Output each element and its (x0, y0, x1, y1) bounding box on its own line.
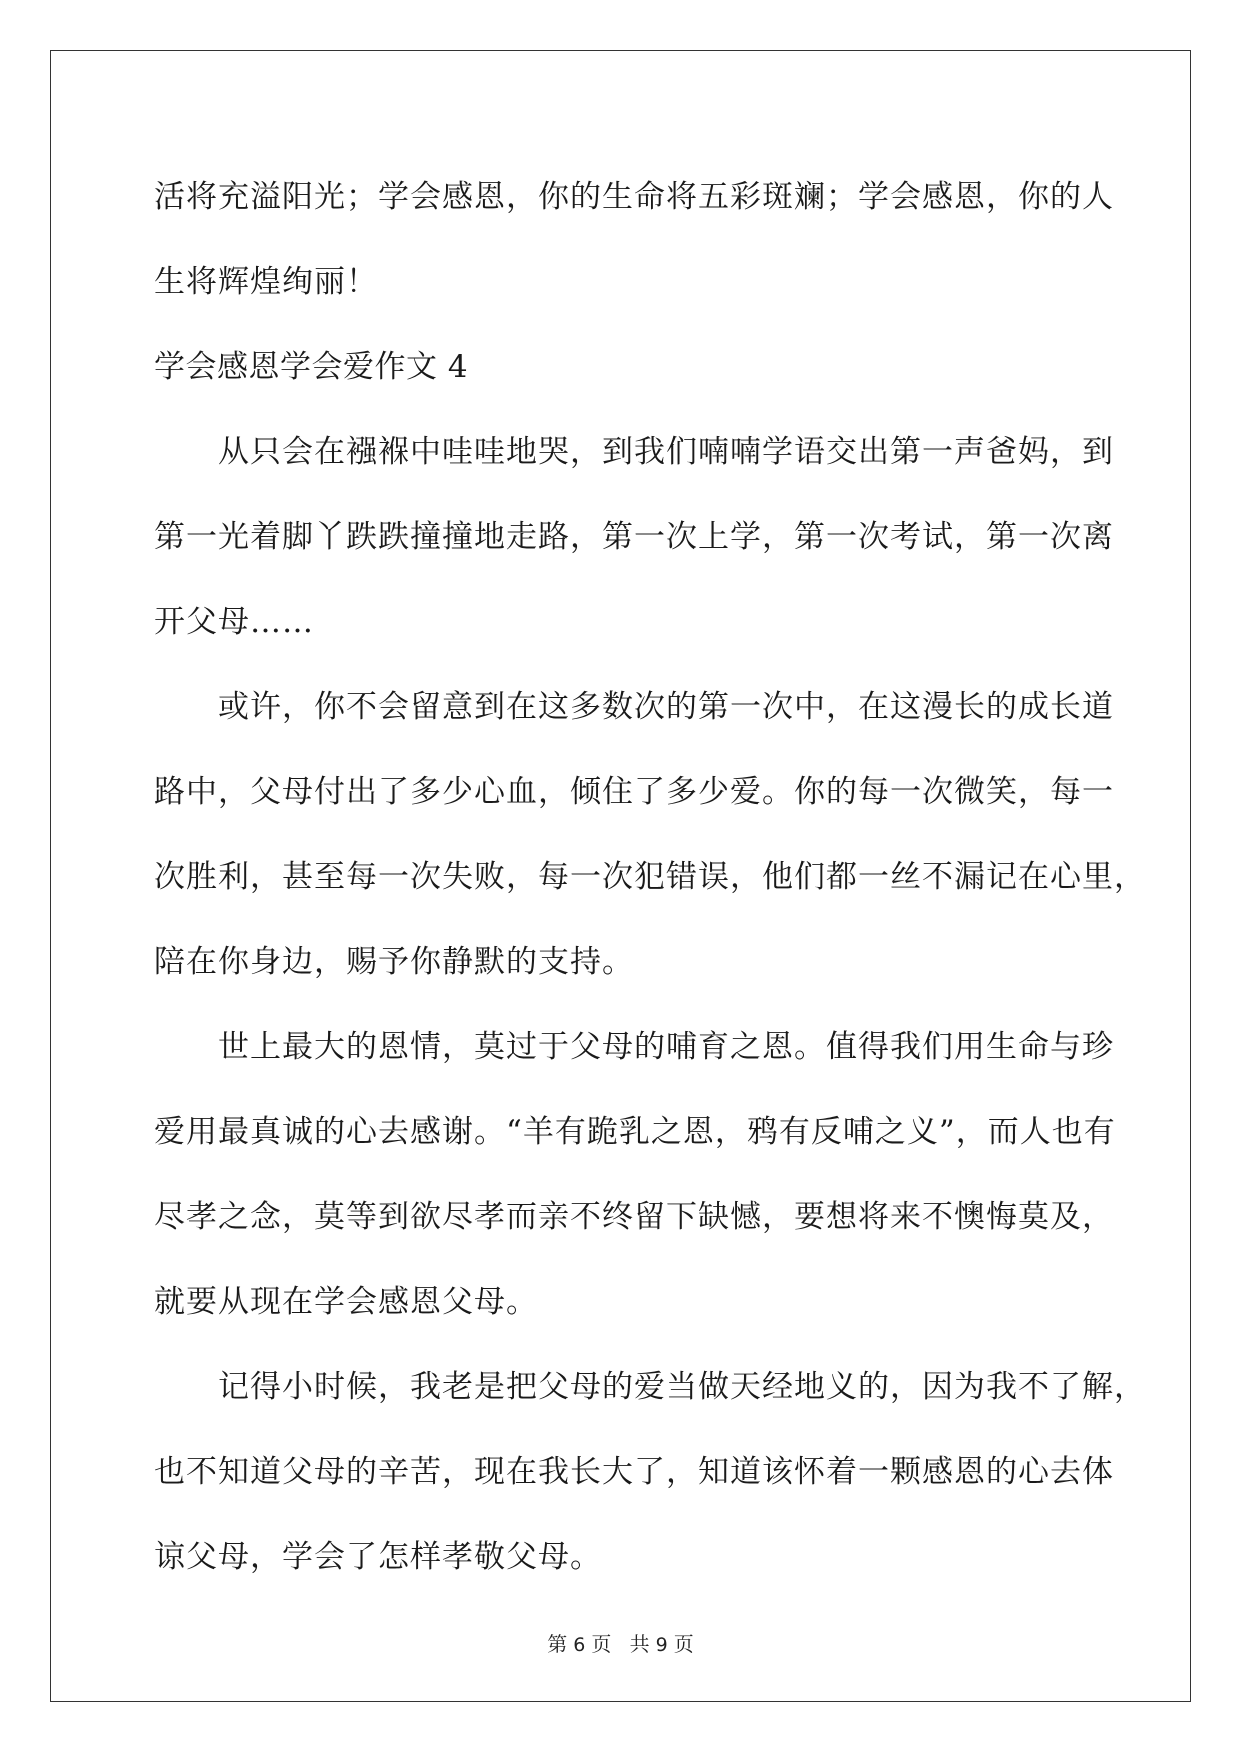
total-prefix: 共 (629, 1632, 650, 1656)
text-line: 次胜利，甚至每一次失败，每一次犯错误，他们都一丝不漏记在心里， (154, 859, 1146, 895)
total-pages: 9 (655, 1634, 668, 1656)
total-indicator (627, 1632, 697, 1656)
page-indicator (544, 1632, 614, 1656)
text-line: 就要从现在学会感恩父母。 (154, 1284, 538, 1320)
text-line: 路中，父母付出了多少心血，倾住了多少爱。你的每一次微笑，每一 (154, 774, 1114, 810)
page-number: 6 (573, 1634, 586, 1656)
text-line: 也不知道父母的辛苦，现在我长大了，知道该怀着一颗感恩的心去体 (154, 1454, 1114, 1490)
page-suffix: 页 (591, 1632, 612, 1656)
text-line: 生将辉煌绚丽！ (154, 264, 378, 300)
text-line: 记得小时候，我老是把父母的爱当做天经地义的，因为我不了解， (218, 1369, 1146, 1405)
section-heading: 学会感恩学会爱作文 4 (154, 349, 469, 385)
text-line: 或许，你不会留意到在这多数次的第一次中，在这漫长的成长道 (218, 689, 1114, 725)
page-footer (0, 1632, 1241, 1657)
document-body (154, 155, 1146, 1600)
text-line: 开父母…… (154, 604, 314, 640)
page-prefix: 第 (547, 1632, 568, 1656)
text-line: 从只会在襁褓中哇哇地哭，到我们喃喃学语交出第一声爸妈，到 (218, 434, 1114, 470)
text-line: 第一光着脚丫跌跌撞撞地走路，第一次上学，第一次考试，第一次离 (154, 519, 1114, 555)
total-suffix: 页 (673, 1632, 694, 1656)
text-line: 谅父母，学会了怎样孝敬父母。 (154, 1539, 602, 1575)
text-line: 尽孝之念，莫等到欲尽孝而亲不终留下缺憾，要想将来不懊悔莫及， (154, 1199, 1114, 1235)
text-line: 爱用最真诚的心去感谢。“羊有跪乳之恩，鸦有反哺之义”，而人也有 (154, 1114, 1116, 1150)
text-line: 陪在你身边，赐予你静默的支持。 (154, 944, 634, 980)
text-line: 世上最大的恩情，莫过于父母的哺育之恩。值得我们用生命与珍 (218, 1029, 1114, 1065)
text-line: 活将充溢阳光；学会感恩，你的生命将五彩斑斓；学会感恩，你的人 (154, 179, 1114, 215)
